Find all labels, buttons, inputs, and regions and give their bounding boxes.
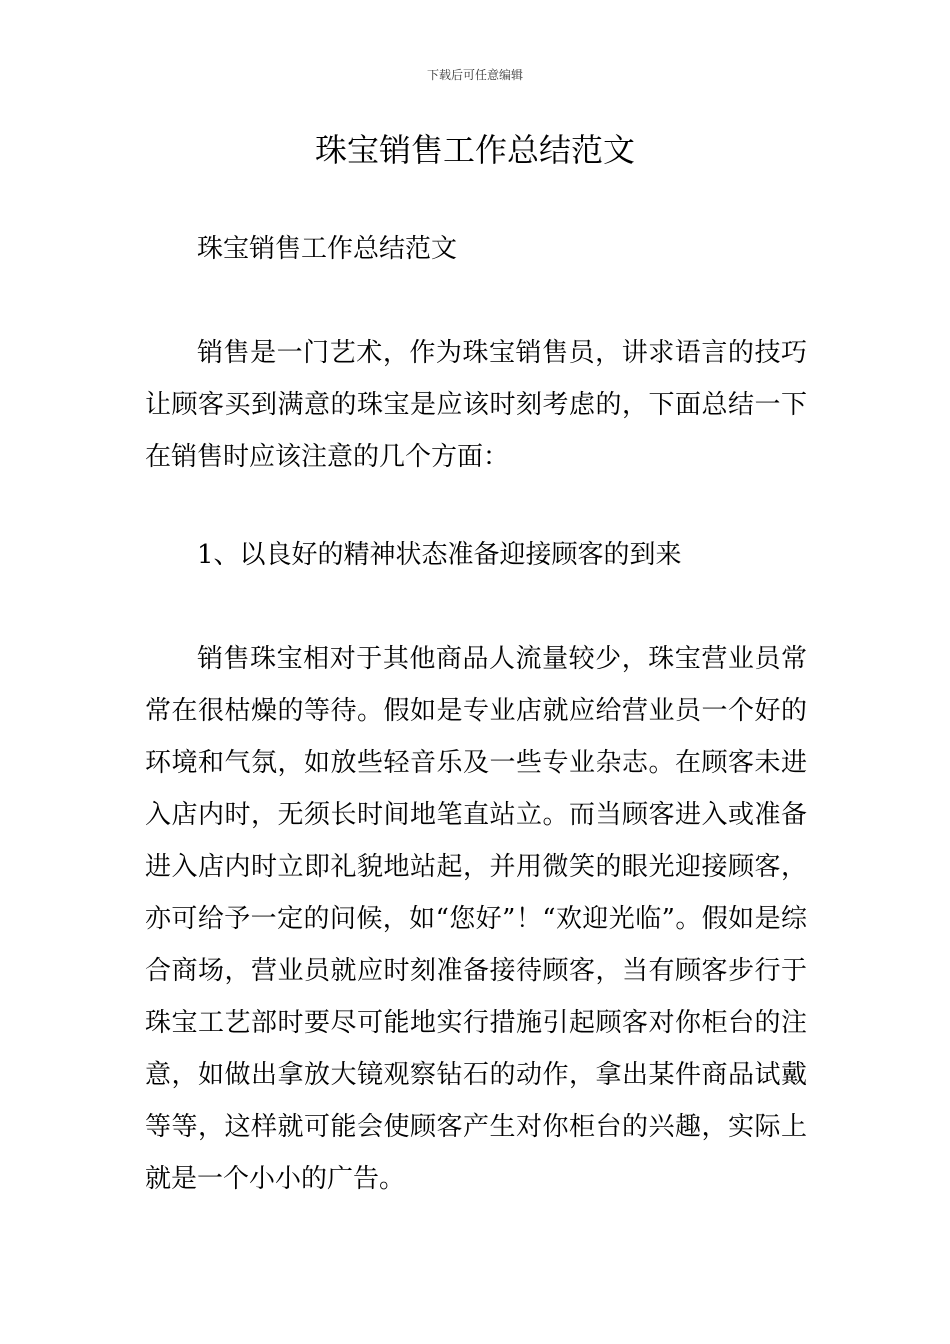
- section-body-1: 销售珠宝相对于其他商品人流量较少，珠宝营业员常常在很枯燥的等待。假如是专业店就应给营业员一个好的环境和气氛，如放些轻音乐及一些专业杂志。在顾客未进入店内时，无须长时间地笔直站立。而当顾客进入或准备进入店内时立即礼貌地站起，并用微笑的眼光迎接顾客，亦可给予一定的问候，如“您好”！“欢迎光临”。假如是综合商场，营业员就应时刻准备接待顾客，当有顾客步行于珠宝工艺部时要尽可能地实行措施引起顾客对你柜台的注意，如做出拿放大镜观察钻石的动作，拿出某件商品试戴等等，这样就可能会使顾客产生对你柜台的兴趣，实际上就是一个小小的广告。: [145, 644, 807, 1194]
- document-body: [145, 223, 807, 1251]
- section-heading-1: 1、以良好的精神状态准备迎接顾客的到来: [197, 540, 682, 570]
- document-subtitle: 珠宝销售工作总结范文: [197, 234, 458, 264]
- header-note: 下载后可任意编辑: [426, 68, 523, 82]
- intro-paragraph: 销售是一门艺术，作为珠宝销售员，讲求语言的技巧让顾客买到满意的珠宝是应该时刻考虑的，下面总结一下在销售时应该注意的几个方面：: [145, 338, 807, 472]
- document-title: 珠宝销售工作总结范文: [314, 131, 635, 169]
